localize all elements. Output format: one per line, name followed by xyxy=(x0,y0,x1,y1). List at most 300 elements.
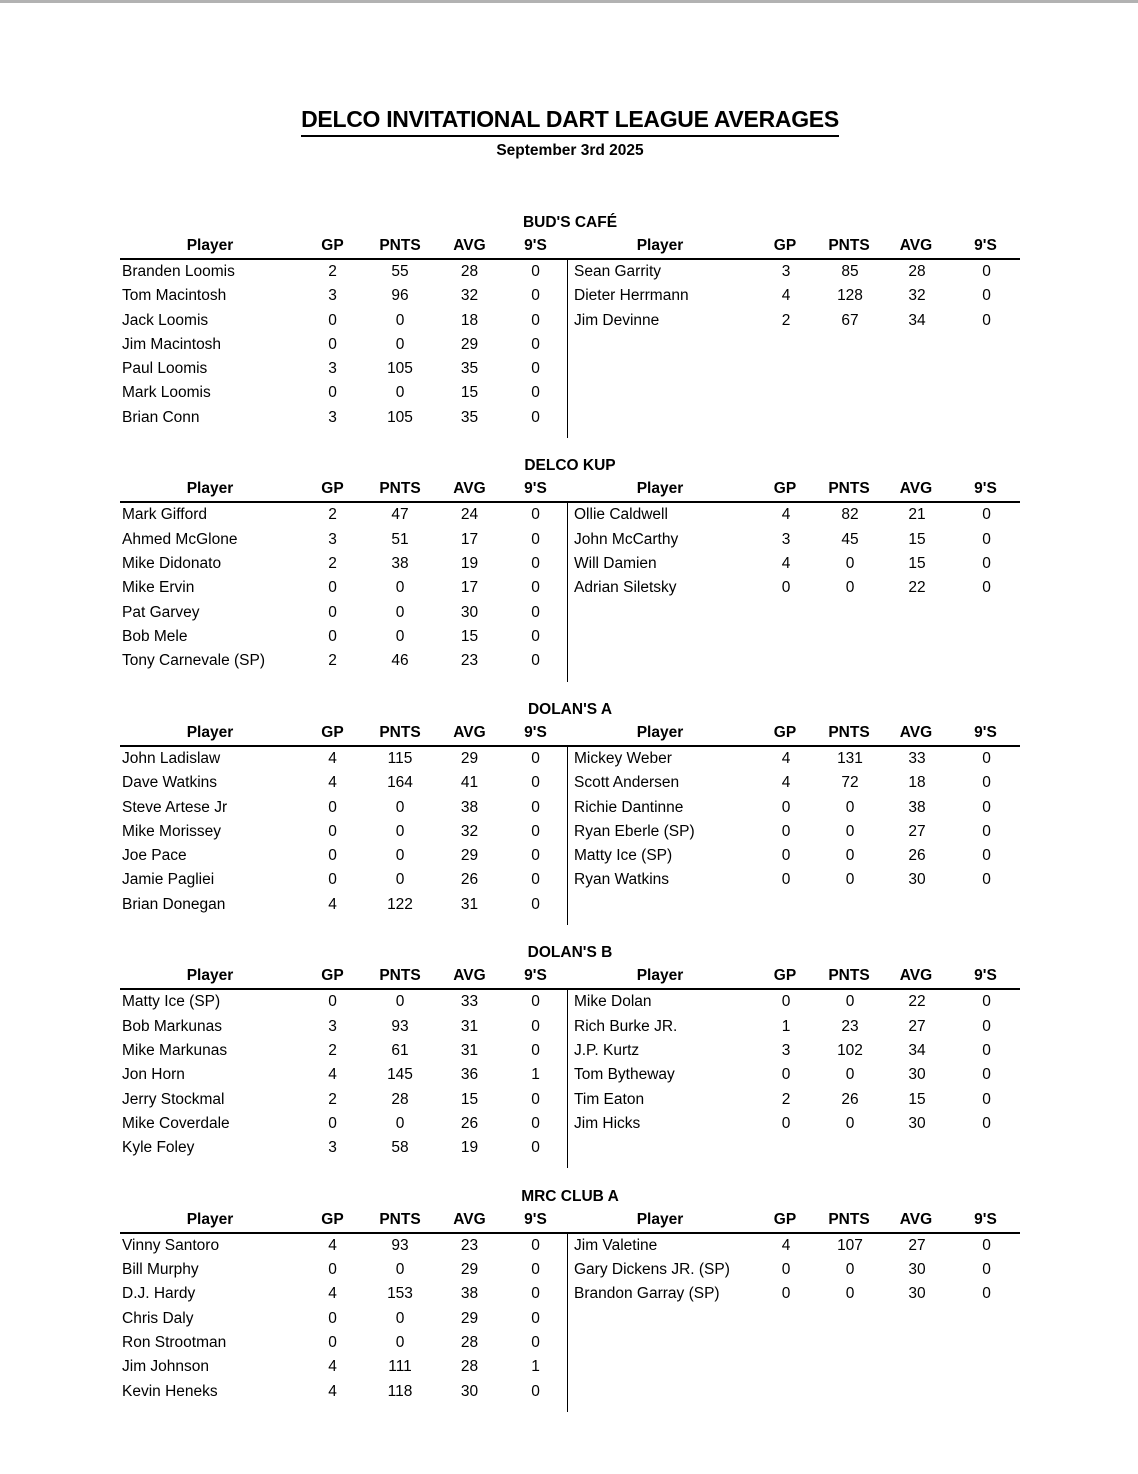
stat-value: 35 xyxy=(460,360,479,378)
player-row xyxy=(568,868,1020,892)
stat-value: 3 xyxy=(328,408,337,426)
player-row xyxy=(120,576,567,600)
stat-value: 15 xyxy=(460,1090,479,1108)
player-name: John McCarthy xyxy=(574,530,679,548)
stat-value: 0 xyxy=(982,555,991,573)
stat-value: 0 xyxy=(982,749,991,767)
stat-value: 29 xyxy=(460,1261,479,1279)
stat-value: 0 xyxy=(982,1017,991,1035)
stats-table xyxy=(120,477,1020,673)
stat-value: 0 xyxy=(531,530,540,548)
right-table-rows xyxy=(567,260,1020,438)
player-name: Paul Loomis xyxy=(122,360,208,378)
stat-value: 128 xyxy=(837,287,863,305)
player-name: Mike Markunas xyxy=(122,1042,228,1059)
stat-value: 0 xyxy=(845,847,855,865)
stat-value: 122 xyxy=(387,895,413,913)
stat-value: 29 xyxy=(460,1309,479,1327)
player-name: Bill Murphy xyxy=(122,1261,199,1279)
player-name: Jon Horn xyxy=(122,1066,185,1084)
stat-value: 41 xyxy=(460,774,479,792)
column-header: Player xyxy=(186,723,234,741)
stat-value: 30 xyxy=(460,603,479,621)
column-header: Player xyxy=(636,480,684,498)
stat-value: 105 xyxy=(387,408,413,426)
column-header: 9'S xyxy=(524,1210,547,1228)
stat-value: 0 xyxy=(845,822,855,840)
stat-value: 131 xyxy=(837,749,863,767)
stat-value: 0 xyxy=(531,335,540,353)
player-name: Gary Dickens JR. (SP) xyxy=(574,1261,730,1279)
player-row xyxy=(568,284,1020,308)
stat-value: 3 xyxy=(328,1139,337,1157)
stat-value: 0 xyxy=(845,555,855,573)
column-header: Player xyxy=(636,967,684,985)
player-row xyxy=(568,1234,1020,1258)
stat-value: 28 xyxy=(908,263,926,280)
stat-value: 0 xyxy=(395,627,405,645)
player-name: Adrian Siletsky xyxy=(574,579,677,597)
player-row xyxy=(568,552,1020,576)
stat-value: 0 xyxy=(531,798,540,816)
column-header: Player xyxy=(186,967,234,985)
player-name: Ollie Caldwell xyxy=(574,506,668,524)
stat-value: 0 xyxy=(328,311,337,329)
stat-value: 32 xyxy=(908,287,926,305)
stat-value: 0 xyxy=(781,871,791,889)
column-header: 9'S xyxy=(524,480,547,498)
player-name: Dieter Herrmann xyxy=(574,287,689,305)
stat-value: 4 xyxy=(328,895,337,913)
stats-table xyxy=(120,1208,1020,1404)
player-name: Tony Carnevale (SP) xyxy=(122,652,266,670)
stat-value: 29 xyxy=(460,749,479,767)
stat-value: 3 xyxy=(328,1017,337,1035)
right-table xyxy=(567,1208,1020,1404)
column-header: GP xyxy=(321,967,344,985)
stat-value: 0 xyxy=(395,1114,405,1132)
player-row xyxy=(120,503,567,527)
player-row xyxy=(568,747,1020,771)
stat-value: 0 xyxy=(982,506,991,524)
player-row xyxy=(120,284,567,308)
stat-value: 0 xyxy=(531,847,540,865)
stat-value: 0 xyxy=(328,603,337,621)
stat-value: 0 xyxy=(982,847,991,865)
stat-value: 30 xyxy=(908,1285,926,1303)
player-name: Brandon Garray (SP) xyxy=(574,1285,720,1303)
stat-value: 31 xyxy=(460,895,479,913)
player-row xyxy=(120,796,567,820)
stat-value: 2 xyxy=(328,1042,337,1059)
stat-value: 21 xyxy=(908,506,926,524)
stat-value: 0 xyxy=(982,1236,991,1254)
player-row xyxy=(568,1282,1020,1306)
right-table xyxy=(567,721,1020,917)
stat-value: 0 xyxy=(328,1114,337,1132)
player-row xyxy=(568,1258,1020,1282)
stat-value: 4 xyxy=(328,1236,337,1254)
stat-value: 0 xyxy=(328,627,337,645)
player-row xyxy=(120,1234,567,1258)
stat-value: 3 xyxy=(328,287,337,305)
stat-value: 4 xyxy=(781,506,791,524)
column-header: 9'S xyxy=(974,480,997,498)
stat-value: 0 xyxy=(531,871,540,889)
stat-value: 4 xyxy=(328,1358,337,1376)
left-table-rows xyxy=(120,260,567,430)
stat-value: 0 xyxy=(845,1261,855,1279)
stat-value: 0 xyxy=(781,1114,791,1132)
stat-value: 26 xyxy=(841,1090,859,1108)
stat-value: 38 xyxy=(460,798,479,816)
stat-value: 0 xyxy=(781,993,791,1011)
stat-value: 61 xyxy=(391,1042,409,1059)
section xyxy=(120,1186,1020,1404)
column-header: AVG xyxy=(453,1210,486,1228)
stat-value: 115 xyxy=(387,749,413,767)
stat-value: 82 xyxy=(841,506,859,524)
player-name: Brian Donegan xyxy=(122,895,226,913)
player-row xyxy=(120,1307,567,1331)
stat-value: 0 xyxy=(845,1066,855,1084)
stat-value: 4 xyxy=(781,1236,791,1254)
player-name: J.P. Kurtz xyxy=(574,1042,640,1059)
player-name: Branden Loomis xyxy=(122,263,235,280)
player-row xyxy=(568,990,1020,1014)
stat-value: 32 xyxy=(460,287,479,305)
column-header: AVG xyxy=(453,480,486,498)
column-header: GP xyxy=(773,1210,797,1228)
stat-value: 0 xyxy=(982,287,991,305)
stat-value: 0 xyxy=(531,895,540,913)
stat-value: 93 xyxy=(391,1236,409,1254)
stat-value: 4 xyxy=(781,287,791,305)
stat-value: 18 xyxy=(460,311,479,329)
player-row xyxy=(120,771,567,795)
stat-value: 32 xyxy=(460,822,479,840)
stat-value: 0 xyxy=(395,1261,405,1279)
header-row xyxy=(567,234,1020,260)
stat-value: 58 xyxy=(391,1139,409,1157)
stat-value: 118 xyxy=(387,1382,413,1400)
player-name: Vinny Santoro xyxy=(122,1236,220,1254)
section xyxy=(120,455,1020,673)
stat-value: 0 xyxy=(395,335,405,353)
column-header: AVG xyxy=(899,237,933,254)
column-header: AVG xyxy=(899,723,933,741)
stat-value: 15 xyxy=(460,384,479,402)
player-row xyxy=(568,309,1020,333)
player-name: Jim Valetine xyxy=(574,1236,658,1254)
stat-value: 15 xyxy=(908,1090,926,1108)
column-header: PNTS xyxy=(379,723,421,741)
stat-value: 105 xyxy=(387,360,413,378)
stat-value: 0 xyxy=(982,798,991,816)
stat-value: 0 xyxy=(531,1139,540,1157)
stat-value: 0 xyxy=(531,579,540,597)
stat-value: 3 xyxy=(328,360,337,378)
stat-value: 26 xyxy=(460,1114,479,1132)
stat-value: 0 xyxy=(845,993,855,1011)
player-row xyxy=(568,503,1020,527)
stat-value: 3 xyxy=(781,530,791,548)
stat-value: 1 xyxy=(531,1358,540,1376)
player-name: Jerry Stockmal xyxy=(122,1090,225,1108)
column-header: AVG xyxy=(899,1210,933,1228)
stat-value: 15 xyxy=(908,555,926,573)
stat-value: 0 xyxy=(328,384,337,402)
player-name: Mike Didonato xyxy=(122,555,222,573)
player-row xyxy=(568,576,1020,600)
stat-value: 153 xyxy=(387,1285,413,1303)
column-header: 9'S xyxy=(974,1210,997,1228)
stat-value: 30 xyxy=(908,1114,926,1132)
stat-value: 0 xyxy=(531,1236,540,1254)
stat-value: 0 xyxy=(982,1066,991,1084)
stat-value: 38 xyxy=(391,555,409,573)
column-header: PNTS xyxy=(828,723,870,741)
stat-value: 0 xyxy=(982,1261,991,1279)
page-date: September 3rd 2025 xyxy=(496,142,644,159)
player-row xyxy=(568,528,1020,552)
column-header: PNTS xyxy=(828,967,870,985)
stat-value: 30 xyxy=(460,1382,479,1400)
column-header: Player xyxy=(186,237,234,254)
stat-value: 29 xyxy=(460,335,479,353)
player-row xyxy=(120,528,567,552)
stat-value: 102 xyxy=(837,1042,863,1059)
player-name: Dave Watkins xyxy=(122,774,218,792)
stat-value: 0 xyxy=(982,1285,991,1303)
left-table xyxy=(120,964,567,1160)
stat-value: 0 xyxy=(845,1285,855,1303)
stat-value: 0 xyxy=(982,1090,991,1108)
stat-value: 0 xyxy=(531,749,540,767)
stat-value: 0 xyxy=(395,871,405,889)
stat-value: 1 xyxy=(781,1017,791,1035)
stat-value: 0 xyxy=(531,822,540,840)
stat-value: 31 xyxy=(460,1042,479,1059)
stat-value: 0 xyxy=(531,603,540,621)
right-table xyxy=(567,964,1020,1160)
left-table-rows xyxy=(120,1234,567,1404)
player-row xyxy=(120,1039,567,1063)
stat-value: 4 xyxy=(328,749,337,767)
right-table xyxy=(567,234,1020,430)
header-row xyxy=(120,1208,567,1234)
stat-value: 0 xyxy=(531,311,540,329)
stat-value: 0 xyxy=(328,1261,337,1279)
header-row xyxy=(120,721,567,747)
stat-value: 3 xyxy=(328,530,337,548)
column-header: PNTS xyxy=(379,237,421,254)
stat-value: 24 xyxy=(460,506,479,524)
stat-value: 4 xyxy=(781,555,791,573)
player-name: Will Damien xyxy=(574,555,657,573)
player-row xyxy=(120,601,567,625)
stat-value: 0 xyxy=(395,993,405,1011)
stat-value: 0 xyxy=(328,335,337,353)
stat-value: 0 xyxy=(328,822,337,840)
stat-value: 27 xyxy=(908,1236,926,1254)
player-name: Jim Johnson xyxy=(122,1358,210,1376)
column-header: 9'S xyxy=(974,723,997,741)
player-name: Mike Ervin xyxy=(122,579,195,597)
stat-value: 111 xyxy=(388,1358,412,1376)
column-header: PNTS xyxy=(379,1210,421,1228)
player-name: Ron Strootman xyxy=(122,1334,227,1352)
section xyxy=(120,212,1020,430)
column-header: Player xyxy=(186,1210,234,1228)
stat-value: 107 xyxy=(837,1236,863,1254)
player-name: Bob Mele xyxy=(122,627,188,645)
stat-value: 30 xyxy=(908,1066,926,1084)
stat-value: 30 xyxy=(908,1261,926,1279)
stat-value: 67 xyxy=(841,311,859,329)
player-row xyxy=(120,552,567,576)
right-table-rows xyxy=(567,747,1020,925)
stat-value: 34 xyxy=(908,1042,926,1059)
player-name: Mike Dolan xyxy=(574,993,652,1011)
player-name: Kyle Foley xyxy=(122,1139,195,1157)
player-name: Scott Andersen xyxy=(574,774,680,792)
player-name: Jim Devinne xyxy=(574,311,660,329)
player-name: Ahmed McGlone xyxy=(122,530,238,548)
player-row xyxy=(568,796,1020,820)
stat-value: 0 xyxy=(531,360,540,378)
column-header: AVG xyxy=(899,480,933,498)
stat-value: 0 xyxy=(531,1090,540,1108)
section-title: DOLAN'S A xyxy=(527,700,613,718)
stat-value: 36 xyxy=(460,1066,479,1084)
stat-value: 0 xyxy=(982,822,991,840)
player-row xyxy=(120,406,567,430)
player-name: Jamie Pagliei xyxy=(122,871,215,889)
player-name: Tom Macintosh xyxy=(122,287,227,305)
stat-value: 19 xyxy=(460,555,479,573)
stat-value: 38 xyxy=(908,798,926,816)
player-name: Jim Hicks xyxy=(574,1114,641,1132)
player-row xyxy=(120,649,567,673)
stats-table xyxy=(120,234,1020,430)
stat-value: 27 xyxy=(908,822,926,840)
stat-value: 0 xyxy=(982,993,991,1011)
stat-value: 0 xyxy=(395,798,405,816)
stat-value: 28 xyxy=(460,1358,479,1376)
column-header: PNTS xyxy=(828,480,870,498)
column-header: PNTS xyxy=(828,237,870,254)
stat-value: 23 xyxy=(460,1236,479,1254)
stat-value: 15 xyxy=(460,627,479,645)
stat-value: 22 xyxy=(908,993,926,1011)
column-header: Player xyxy=(636,1210,684,1228)
column-header: 9'S xyxy=(524,967,547,985)
stat-value: 2 xyxy=(328,652,337,670)
header-row xyxy=(120,964,567,990)
stat-value: 0 xyxy=(328,579,337,597)
section-title: BUD'S CAFÉ xyxy=(522,214,618,231)
stat-value: 0 xyxy=(395,1334,405,1352)
player-name: Jack Loomis xyxy=(122,311,209,329)
player-row xyxy=(120,309,567,333)
stat-value: 45 xyxy=(841,530,859,548)
stat-value: 0 xyxy=(982,311,991,329)
player-row xyxy=(568,844,1020,868)
player-name: Mike Morissey xyxy=(122,822,222,840)
stat-value: 0 xyxy=(531,506,540,524)
player-name: Mike Coverdale xyxy=(122,1114,230,1132)
stat-value: 55 xyxy=(391,263,409,280)
stat-value: 33 xyxy=(460,993,479,1011)
stat-value: 0 xyxy=(781,1285,791,1303)
stat-value: 0 xyxy=(781,579,791,597)
stat-value: 0 xyxy=(395,579,405,597)
stat-value: 2 xyxy=(328,263,337,280)
stat-value: 0 xyxy=(845,871,855,889)
stat-value: 0 xyxy=(328,847,337,865)
stat-value: 0 xyxy=(395,384,405,402)
player-name: Ryan Eberle (SP) xyxy=(574,822,695,840)
stat-value: 34 xyxy=(908,311,926,329)
left-table-rows xyxy=(120,747,567,917)
player-row xyxy=(120,893,567,917)
column-header: GP xyxy=(773,723,797,741)
stat-value: 0 xyxy=(982,774,991,792)
column-header: AVG xyxy=(899,967,933,985)
stat-value: 0 xyxy=(531,1042,540,1059)
column-header: GP xyxy=(321,480,344,498)
stat-value: 19 xyxy=(460,1139,479,1157)
player-row xyxy=(120,260,567,284)
player-name: Steve Artese Jr xyxy=(122,798,228,816)
stat-value: 2 xyxy=(328,1090,337,1108)
stat-value: 0 xyxy=(328,1309,337,1327)
stat-value: 0 xyxy=(845,579,855,597)
stat-value: 0 xyxy=(531,993,540,1011)
section xyxy=(120,699,1020,917)
player-row xyxy=(120,1136,567,1160)
stat-value: 85 xyxy=(841,263,859,280)
stat-value: 0 xyxy=(781,822,791,840)
player-name: Tim Eaton xyxy=(574,1090,645,1108)
stat-value: 28 xyxy=(460,1334,479,1352)
stat-value: 47 xyxy=(391,506,409,524)
player-row xyxy=(120,1088,567,1112)
stat-value: 15 xyxy=(908,530,926,548)
stat-value: 3 xyxy=(781,263,791,280)
player-name: Sean Garrity xyxy=(574,263,662,280)
column-header: 9'S xyxy=(974,237,997,254)
player-row xyxy=(120,1282,567,1306)
stat-value: 0 xyxy=(781,1261,791,1279)
player-row xyxy=(568,771,1020,795)
section-title: MRC CLUB A xyxy=(521,1187,619,1205)
stat-value: 0 xyxy=(531,263,540,280)
stat-value: 2 xyxy=(328,555,337,573)
stat-value: 4 xyxy=(781,774,791,792)
column-header: Player xyxy=(186,480,234,498)
stat-value: 145 xyxy=(387,1066,413,1084)
sections-container xyxy=(120,212,1020,1404)
stat-value: 22 xyxy=(908,579,926,597)
header-row xyxy=(567,1208,1020,1234)
stat-value: 72 xyxy=(841,774,859,792)
player-row xyxy=(568,820,1020,844)
player-row xyxy=(120,868,567,892)
stat-value: 31 xyxy=(460,1017,479,1035)
stat-value: 0 xyxy=(531,1285,540,1303)
